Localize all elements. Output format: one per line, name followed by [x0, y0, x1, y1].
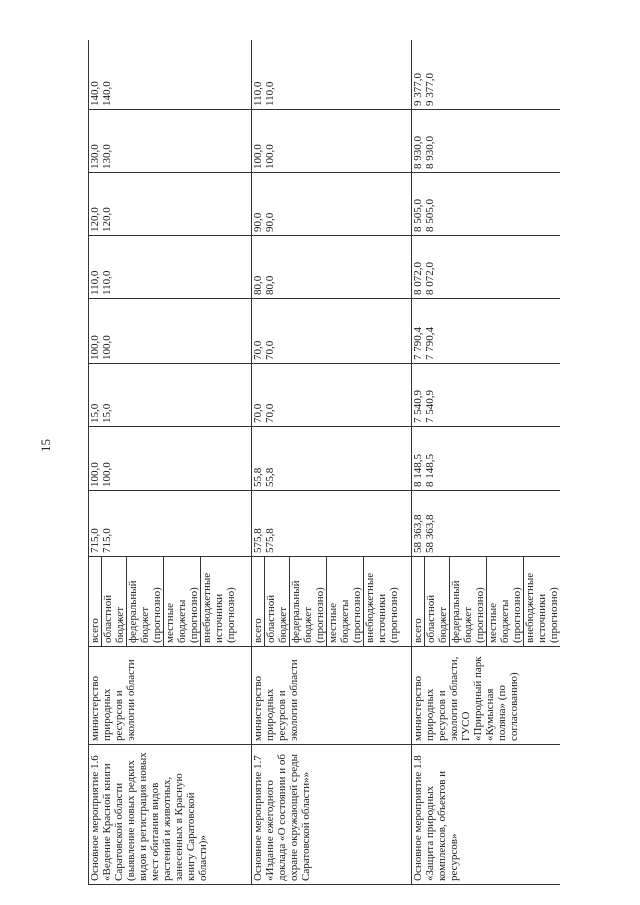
value-cell [89, 40, 252, 110]
value-regional: 130,0 [101, 144, 113, 169]
value-regional: 8 148,5 [424, 454, 436, 487]
value-regional: 8 505,0 [424, 199, 436, 232]
value-total: 70,0 [252, 340, 264, 360]
funding-sources [412, 557, 561, 647]
funding-table [88, 40, 560, 885]
value-regional: 100,0 [101, 462, 113, 487]
value-total: 575,8 [252, 528, 264, 553]
source-label: областной бюджет [265, 557, 290, 646]
value-regional: 9 377,0 [424, 73, 436, 106]
value-regional: 120,0 [101, 207, 113, 232]
value-cell [252, 427, 412, 491]
value-cell [89, 236, 252, 299]
value-total: 15,0 [89, 403, 101, 423]
value-total: 110,0 [89, 270, 101, 295]
value-total: 90,0 [252, 212, 264, 232]
source-label: областной бюджет [102, 557, 127, 646]
executor: министерство природных ресурсов и экологии области [252, 647, 412, 745]
funding-sources [252, 557, 412, 647]
value-total: 9 377,0 [412, 73, 424, 106]
program-table-frame [88, 40, 560, 885]
source-label: местные бюджеты (прогнозно) [164, 557, 201, 646]
value-cell [412, 40, 561, 110]
value-cell [89, 364, 252, 427]
value-cell [252, 110, 412, 173]
value-cell [89, 110, 252, 173]
table-row [89, 40, 252, 885]
value-cell [412, 427, 561, 491]
value-regional: 8 072,0 [424, 262, 436, 295]
value-regional: 70,0 [264, 403, 276, 423]
value-total: 8 072,0 [412, 262, 424, 295]
executor: министерство природных ресурсов и экологии области [89, 647, 252, 745]
value-regional: 140,0 [101, 81, 113, 106]
value-regional: 8 930,0 [424, 136, 436, 169]
value-regional: 110,0 [264, 81, 276, 106]
activity-name: Основное мероприятие 1.7 «Издание ежегодного доклада «О состоянии и об охране окружающей среды Саратовской области»» [252, 745, 412, 885]
source-label: областной бюджет [425, 557, 450, 646]
page-number: 15 [38, 439, 53, 452]
value-regional: 110,0 [101, 270, 113, 295]
value-total: 80,0 [252, 275, 264, 295]
activity-name: Основное мероприятие 1.8 «Защита природных комплексов, объектов и ресурсов» [412, 745, 561, 885]
value-regional: 70,0 [264, 340, 276, 360]
source-label: федеральный бюджет (прогнозно) [290, 557, 327, 646]
value-cell [252, 299, 412, 364]
value-regional: 15,0 [101, 403, 113, 423]
value-cell [252, 491, 412, 557]
value-total: 715,0 [89, 528, 101, 553]
value-total: 120,0 [89, 207, 101, 232]
value-total: 100,0 [89, 462, 101, 487]
value-regional: 100,0 [264, 144, 276, 169]
value-total: 8 930,0 [412, 136, 424, 169]
value-regional: 100,0 [101, 335, 113, 360]
source-label: местные бюджеты (прогнозно) [487, 557, 524, 646]
value-regional: 55,8 [264, 467, 276, 487]
activity-name: Основное мероприятие 1.6 «Ведение Красной книги Саратовской области (выявление новых редких видов и регистрация новых мест обитания видов растений и животных, занесенных в Красную книгу Саратовской области)» [89, 745, 252, 885]
value-total: 130,0 [89, 144, 101, 169]
value-cell [89, 491, 252, 557]
value-total: 7 540,9 [412, 390, 424, 423]
value-total: 100,0 [252, 144, 264, 169]
value-total: 55,8 [252, 467, 264, 487]
value-regional: 7 540,9 [424, 390, 436, 423]
source-label: всего [89, 557, 102, 646]
source-label: федеральный бюджет (прогнозно) [127, 557, 164, 646]
source-label: внебюджетные источники (прогнозно) [364, 572, 400, 643]
rotated-page-content [88, 40, 560, 885]
source-label: внебюджетные источники (прогнозно) [201, 572, 237, 643]
value-cell [252, 364, 412, 427]
source-label: местные бюджеты (прогнозно) [327, 557, 364, 646]
value-total: 8 505,0 [412, 199, 424, 232]
value-total: 58 363,8 [412, 514, 424, 553]
source-label: всего [412, 557, 425, 646]
value-total: 7 790,4 [412, 327, 424, 360]
value-cell [412, 364, 561, 427]
value-total: 70,0 [252, 403, 264, 423]
value-regional: 90,0 [264, 212, 276, 232]
value-regional: 575,8 [264, 528, 276, 553]
source-label: внебюджетные источники (прогнозно) [524, 572, 560, 643]
value-total: 110,0 [252, 81, 264, 106]
value-cell [412, 173, 561, 236]
source-label: всего [252, 557, 265, 646]
value-cell [252, 173, 412, 236]
value-cell [252, 236, 412, 299]
value-cell [412, 236, 561, 299]
value-regional: 58 363,8 [424, 514, 436, 553]
executor: министерство природных ресурсов и экологии области, ГУСО «Природный парк «Кумысная поляна» (по согласованию) [412, 647, 561, 745]
value-regional: 7 790,4 [424, 327, 436, 360]
value-cell [252, 40, 412, 110]
value-total: 8 148,5 [412, 454, 424, 487]
table-row [412, 40, 561, 885]
value-regional: 715,0 [101, 528, 113, 553]
value-regional: 80,0 [264, 275, 276, 295]
value-cell [89, 427, 252, 491]
source-label: федеральный бюджет (прогнозно) [450, 557, 487, 646]
table-row [252, 40, 412, 885]
value-total: 100,0 [89, 335, 101, 360]
value-cell [89, 299, 252, 364]
value-total: 140,0 [89, 81, 101, 106]
value-cell [89, 173, 252, 236]
funding-sources [89, 557, 252, 647]
value-cell [412, 491, 561, 557]
value-cell [412, 110, 561, 173]
value-cell [412, 299, 561, 364]
